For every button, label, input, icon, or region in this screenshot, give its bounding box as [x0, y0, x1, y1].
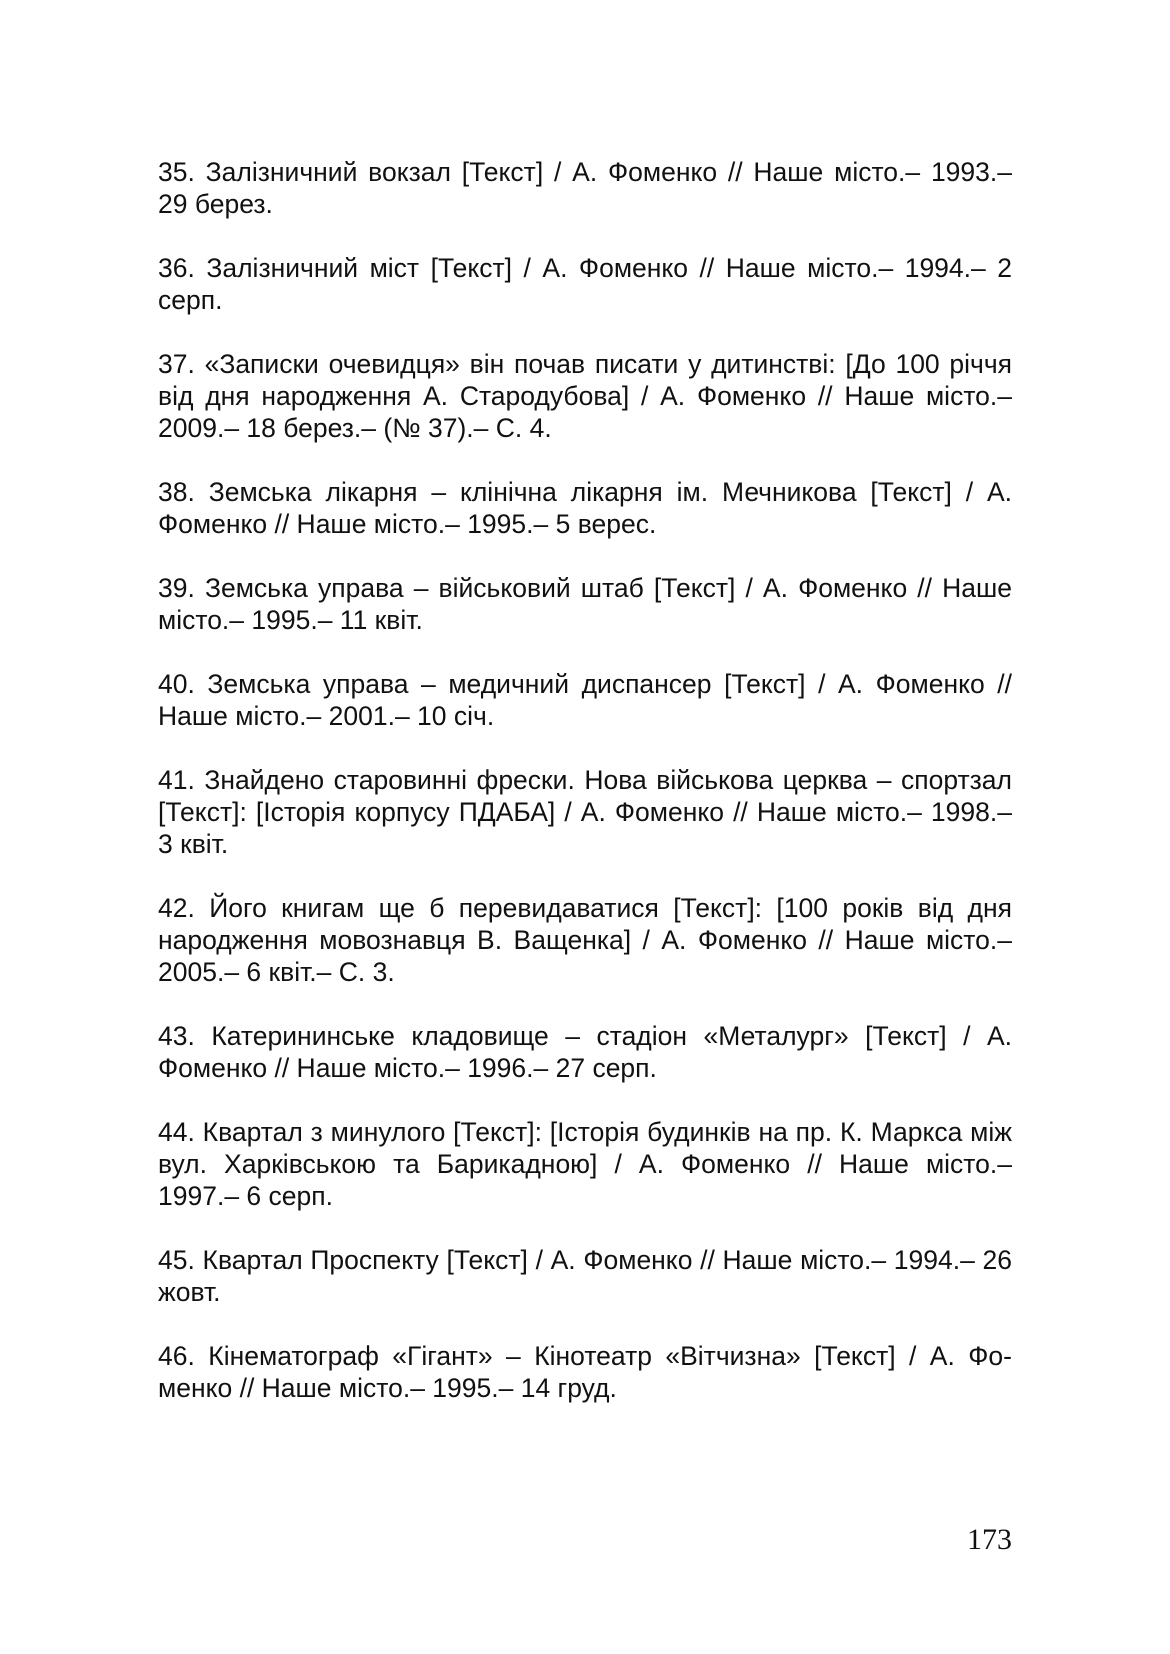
- bibliography-entry: 38. Земська лікарня – клінічна лікарня ім. Мечникова [Текст] / А. Фоменко // Наше місто.– 1995.– 5 верес.: [158, 477, 1012, 539]
- bibliography-entry: 45. Квартал Проспекту [Текст] / А. Фоменко // Наше місто.– 1994.– 26 жовт.: [158, 1245, 1012, 1307]
- bibliography-entry: 39. Земська управа – військовий штаб [Текст] / А. Фоменко // Наше місто.– 1995.– 11 квіт.: [158, 573, 1012, 635]
- page-number: 173: [967, 1523, 1012, 1556]
- bibliography-entry: 37. «Записки очевидця» він почав писати у дитинстві: [До 100 річчя від дня народження А. Стародубова] / А. Фоменко // Наше місто.– 2009.– 18 берез.– (№ 37).– С. 4.: [158, 349, 1012, 443]
- bibliography-entry: 46. Кінематограф «Гігант» – Кінотеатр «Вітчизна» [Текст] / А. Фоменко // Наше місто.– 1995.– 14 груд.: [158, 1341, 1012, 1403]
- bibliography-entry: 43. Катерининське кладовище – стадіон «Металург» [Текст] / А. Фоменко // Наше місто.– 1996.– 27 серп.: [158, 1021, 1012, 1083]
- bibliography-list: [158, 156, 1012, 1436]
- bibliography-entry: 41. Знайдено старовинні фрески. Нова військова церква – спортзал [Текст]: [Історія корпусу ПДАБА] / А. Фоменко // Наше місто.– 1998.– 3 квіт.: [158, 765, 1012, 859]
- bibliography-entry: 36. Залізничний міст [Текст] / А. Фоменко // Наше місто.– 1994.– 2 серп.: [158, 253, 1012, 315]
- bibliography-entry: 42. Його книгам ще б перевидаватися [Текст]: [100 років від дня народження мовознавця В. Ващенка] / А. Фоменко // Наше місто.– 2005.– 6 квіт.– С. 3.: [158, 893, 1012, 987]
- bibliography-entry: 35. Залізничний вокзал [Текст] / А. Фоменко // Наше місто.– 1993.– 29 берез.: [158, 157, 1012, 219]
- bibliography-entry: 44. Квартал з минулого [Текст]: [Історія будинків на пр. К. Маркса між вул. Харківською та Барикадною] / А. Фоменко // Наше місто.– 1997.– 6 серп.: [158, 1117, 1012, 1211]
- bibliography-entry: 40. Земська управа – медичний диспансер [Текст] / А. Фоменко // Наше місто.– 2001.– 10 січ.: [158, 669, 1012, 731]
